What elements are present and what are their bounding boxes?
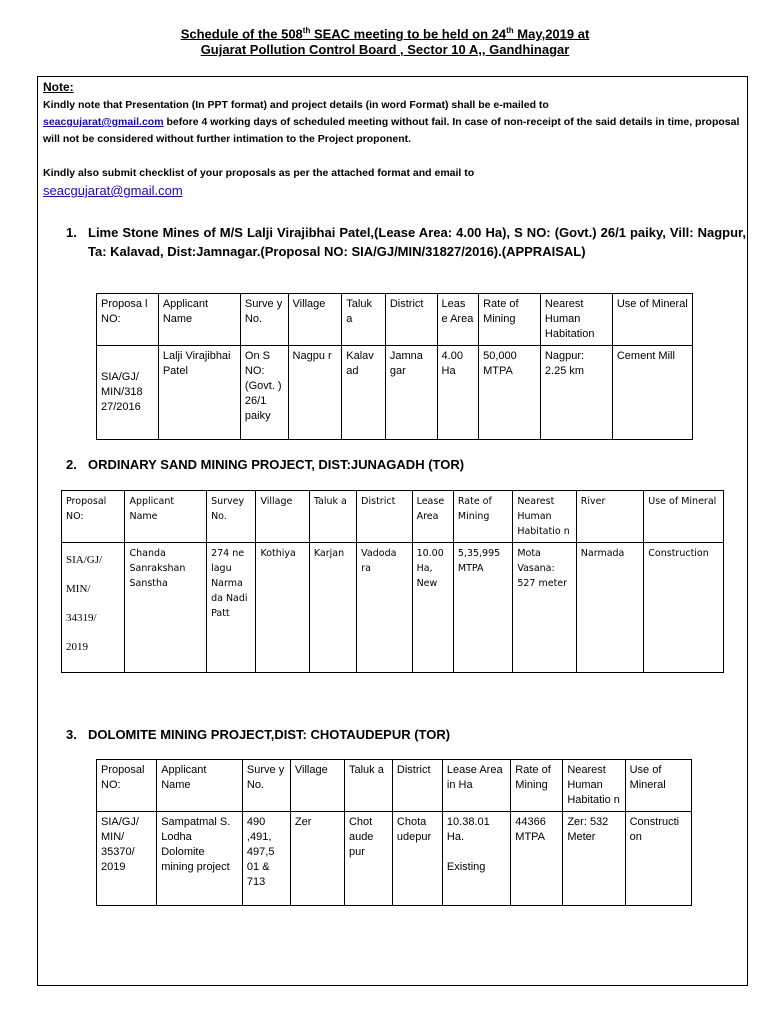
table-cell: Kothiya bbox=[256, 543, 309, 673]
note-paragraph-2 bbox=[43, 165, 743, 201]
table-header-cell: Village bbox=[290, 760, 344, 812]
item-1-title: Lime Stone Mines of M/S Lalji Virajibhai Patel,(Lease Area: 4.00 Ha), S NO: (Govt.) 26/1 paiky, Vill: Nagpur, Ta: Kalavad, Dist:Jamnagar.(Proposal NO: SIA/GJ/MIN/31827/2016).(APPRAISAL) bbox=[88, 225, 746, 259]
table-cell: Cement Mill bbox=[612, 346, 692, 440]
item-2-title: ORDINARY SAND MINING PROJECT, DIST:JUNAGADH (TOR) bbox=[88, 457, 465, 472]
table-header-cell: Rate of Mining bbox=[479, 294, 541, 346]
item-2-number: 2. bbox=[66, 457, 77, 472]
table-cell: Vadoda ra bbox=[357, 543, 412, 673]
table-header-cell: Use of Mineral bbox=[612, 294, 692, 346]
table-header-cell: District bbox=[385, 294, 437, 346]
table-header-cell: Village bbox=[288, 294, 342, 346]
table-cell: SIA/GJ/ MIN/ 35370/ 2019 bbox=[97, 812, 157, 906]
table-header-cell: Survey No. bbox=[207, 491, 256, 543]
table-header-cell: Village bbox=[256, 491, 309, 543]
table-header-cell: Taluk a bbox=[344, 760, 392, 812]
lease-status: Existing bbox=[446, 861, 486, 873]
table-header-row bbox=[62, 491, 724, 543]
table-header-cell: Surve y No. bbox=[242, 760, 290, 812]
table-cell: Kalav ad bbox=[342, 346, 386, 440]
table-header-cell: Surve y No. bbox=[240, 294, 288, 346]
table-header-cell: Rate of Mining bbox=[453, 491, 512, 543]
table-cell: 10.00 Ha, New bbox=[412, 543, 453, 673]
table-header-cell: Nearest Human Habitatio n bbox=[513, 491, 576, 543]
table-cell: Chanda Sanrakshan Sanstha bbox=[125, 543, 207, 673]
table-cell: 50,000 MTPA bbox=[479, 346, 541, 440]
table-cell: 490 ,491, 497,5 01 & 713 bbox=[242, 812, 290, 906]
note-text-1-rest: before 4 working days of scheduled meeting without fail. In case of non-receipt of the said details in time, proposal will not be considered without further intimation to the Project proponent. bbox=[43, 116, 740, 145]
table-cell: 44366 MTPA bbox=[511, 812, 563, 906]
table-header-cell: Leas e Area bbox=[437, 294, 479, 346]
title-sup-1: th bbox=[302, 26, 311, 35]
table-cell: Zer: 532 Meter bbox=[563, 812, 625, 906]
table-cell: SIA/GJ/ MIN/ 34319/ 2019 bbox=[62, 543, 125, 673]
table-header-cell: Proposa l NO: bbox=[97, 294, 159, 346]
note-paragraph-1 bbox=[43, 97, 743, 148]
table-header-cell: Use of Mineral bbox=[625, 760, 691, 812]
table-cell: Jamna gar bbox=[385, 346, 437, 440]
table-cell: Nagpur: 2.25 km bbox=[540, 346, 612, 440]
item-1-table bbox=[96, 293, 693, 440]
table-header-cell: Use of Mineral bbox=[644, 491, 724, 543]
table-cell: Construction bbox=[644, 543, 724, 673]
item-3-heading bbox=[66, 725, 746, 744]
note-text-2: Kindly also submit checklist of your proposals as per the attached format and email to bbox=[43, 167, 475, 179]
table-row bbox=[62, 543, 724, 673]
item-3-number: 3. bbox=[66, 727, 77, 742]
title-text-c: May,2019 at bbox=[513, 26, 590, 42]
table-cell bbox=[442, 812, 510, 906]
table-cell: Lalji Virajibhai Patel bbox=[158, 346, 240, 440]
table-cell: Zer bbox=[290, 812, 344, 906]
table-cell: Karjan bbox=[309, 543, 356, 673]
table-header-cell: Lease Area bbox=[412, 491, 453, 543]
table-header-cell: Taluk a bbox=[309, 491, 356, 543]
table-header-cell: District bbox=[392, 760, 442, 812]
table-header-cell: Lease Area in Ha bbox=[442, 760, 510, 812]
table-header-cell: Applicant Name bbox=[158, 294, 240, 346]
item-2-table bbox=[61, 490, 724, 673]
table-cell: 4.00 Ha bbox=[437, 346, 479, 440]
lease-area-value: 10.38.01 Ha. bbox=[446, 816, 490, 843]
item-1-number: 1. bbox=[66, 225, 77, 240]
table-cell: Narmada bbox=[576, 543, 644, 673]
table-header-cell: Applicant Name bbox=[125, 491, 207, 543]
table-cell: Nagpu r bbox=[288, 346, 342, 440]
email-link-1[interactable]: seacgujarat@gmail.com bbox=[43, 116, 164, 128]
table-header-cell: Proposal NO: bbox=[62, 491, 125, 543]
table-cell: SIA/GJ/ MIN/318 27/2016 bbox=[97, 346, 159, 440]
table-cell: Constructi on bbox=[625, 812, 691, 906]
table-header-cell: Proposal NO: bbox=[97, 760, 157, 812]
title-text-a: Schedule of the 508 bbox=[180, 26, 303, 42]
note-heading: Note: bbox=[43, 80, 74, 94]
table-header-cell: Rate of Mining bbox=[511, 760, 563, 812]
table-header-cell: Nearest Human Habitatio n bbox=[563, 760, 625, 812]
item-3-title: DOLOMITE MINING PROJECT,DIST: CHOTAUDEPUR (TOR) bbox=[88, 727, 451, 742]
table-cell: Chot aude pur bbox=[344, 812, 392, 906]
table-cell: Chota udepur bbox=[392, 812, 442, 906]
table-header-cell: District bbox=[357, 491, 412, 543]
title-line-2: Gujarat Pollution Control Board , Sector 10 A,, Gandhinagar bbox=[200, 42, 570, 57]
table-cell: Mota Vasana: 527 meter bbox=[513, 543, 576, 673]
table-header-row bbox=[97, 294, 693, 346]
item-1-heading bbox=[66, 223, 746, 261]
table-header-row bbox=[97, 760, 692, 812]
table-row bbox=[97, 346, 693, 440]
table-header-cell: Applicant Name bbox=[157, 760, 243, 812]
item-3-table bbox=[96, 759, 692, 906]
table-cell: On S NO: (Govt. ) 26/1 paiky bbox=[240, 346, 288, 440]
table-cell: 274 ne lagu Narma da Nadi Patt bbox=[207, 543, 256, 673]
table-cell: 5,35,995 MTPA bbox=[453, 543, 512, 673]
title-sup-2: th bbox=[506, 26, 514, 35]
table-header-cell: Nearest Human Habitation bbox=[540, 294, 612, 346]
table-header-cell: River bbox=[576, 491, 644, 543]
item-2-heading bbox=[66, 455, 746, 474]
note-text-1: Kindly note that Presentation (In PPT format) and project details (in word Format) shall be e-mailed to bbox=[43, 99, 549, 111]
title-text-b: SEAC meeting to be held on 24 bbox=[310, 26, 507, 42]
table-row bbox=[97, 812, 692, 906]
email-link-2[interactable]: seacgujarat@gmail.com bbox=[43, 183, 183, 198]
table-header-cell: Taluk a bbox=[342, 294, 386, 346]
table-cell: Sampatmal S. Lodha Dolomite mining project bbox=[157, 812, 243, 906]
